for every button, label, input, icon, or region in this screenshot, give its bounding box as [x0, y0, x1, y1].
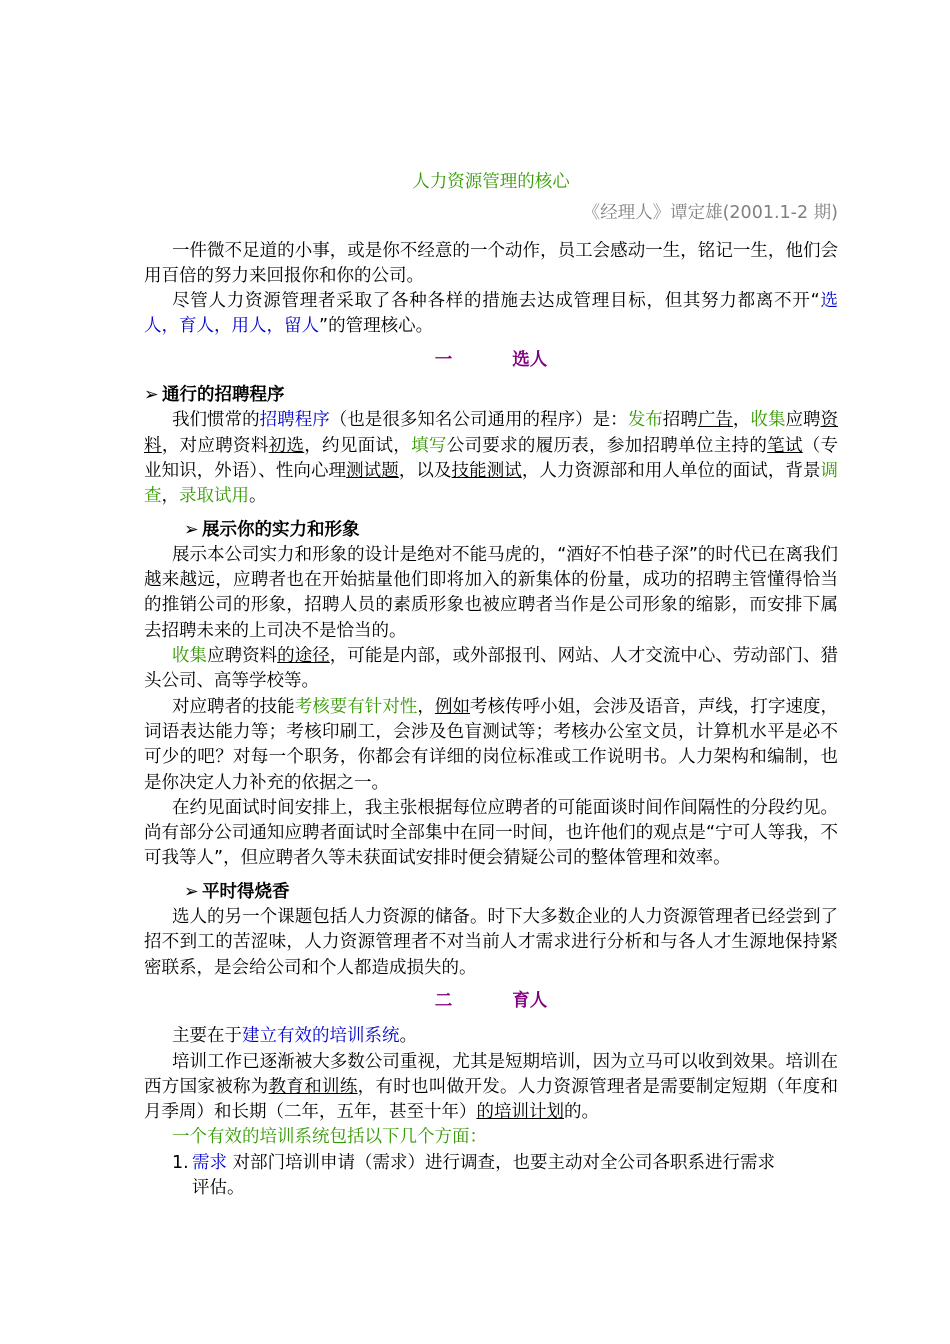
intro-paragraph-1: 一件微不足道的小事，或是你不经意的一个动作，员工会感动一生，铭记一生，他们会用百倍的努力来回报你和你的公司。 — [144, 240, 838, 286]
text-run: ， — [732, 410, 751, 431]
subheading-burn-incense — [184, 880, 838, 905]
text-run: ， — [417, 696, 435, 717]
section-2-number: 二 — [434, 990, 453, 1011]
strength-paragraph-4: 在约见面试时间安排上，我主张根据每位应聘者的可能面谈时间作间隔性的分段约见。尚有部分公司通知应聘者面试时全部集中在同一时间，也许他们的观点是“宁可人等我，不可我等人”，但应聘者久等未获面试安排时便会猜疑公司的整体管理和效率。 — [144, 797, 838, 869]
skill-test-term: 技能测试 — [451, 460, 522, 481]
targeted-assessment-term: 考核要有针对性 — [294, 696, 418, 717]
hire-trial-term: 录取试用 — [179, 486, 249, 507]
text-run: 主要在于 — [172, 1026, 242, 1047]
training-paragraph-3: 一个有效的培训系统包括以下几个方面： — [172, 1127, 487, 1148]
text-run: 。 — [249, 486, 267, 507]
text-run: ，对应聘资料 — [161, 435, 269, 456]
text-run: （也是很多知名公司通用的程序）是： — [329, 410, 628, 431]
materials-term: 资料 — [144, 410, 839, 456]
text-run-serif: 成功的招聘主管懂得恰当的推销公司的形象，招聘人员的素质形象也被应聘者当作是公司形象的缩影， — [144, 570, 839, 616]
strength-paragraph-3 — [144, 695, 838, 796]
section-2-name: 育人 — [512, 990, 548, 1011]
text-run: ， — [161, 486, 179, 507]
fill-in-term: 填写 — [411, 435, 447, 456]
ad-term: 广告 — [697, 410, 733, 431]
text-run: （二年，五年，甚至十年） — [266, 1102, 477, 1123]
collect-term: 收集 — [172, 646, 208, 667]
text-run: 的。 — [564, 1102, 599, 1123]
text-run: ，以及 — [398, 460, 452, 481]
section-1-name: 选人 — [512, 349, 548, 370]
text-run: ，可能是内部，或外部报刊、网站、人才交流中心、劳动部门、猎头公司、高等学校等。 — [144, 646, 839, 692]
text-run: 展示本公司实力和形象的设计是绝对不能马虎的，“酒好不怕巷子深”的时代已在离我们越来越远，应聘者也在开始掂量他们即将加入的新集体的份量， — [144, 544, 838, 591]
long-term-term: 长期 — [231, 1102, 267, 1123]
training-system-term: 建立有效的培训系统 — [242, 1026, 400, 1047]
intro-paragraph-2 — [144, 289, 838, 340]
text-run: ，也要主动对全公司各职系进行需求 — [495, 1152, 776, 1173]
document-page — [144, 170, 838, 1201]
intro-p2-text-a: 尽管人力资源管理者采取了各种各样的措施去达成管理目标，但其努力都离不开“ — [172, 291, 820, 312]
text-run: 对部门培训申请（需求）进行 — [227, 1152, 461, 1173]
text-run: 而安排下属去招聘未来的上司决不是恰当的。 — [144, 595, 839, 641]
subheading-show-strength — [184, 518, 838, 543]
text-run: 培训工作已逐渐被大多数公司重视，尤其是短期培训，因为立马可以收到效果。培训在西方国家被称为 — [144, 1051, 838, 1097]
document-byline: 《经理人》谭定雄(2001.1-2 期) — [582, 203, 838, 224]
text-run: 应聘资料 — [207, 646, 278, 667]
subheading-text: 平时得烧香 — [202, 881, 290, 902]
subheading-recruitment-process — [144, 383, 838, 408]
text-run: 招聘 — [662, 410, 698, 431]
text-run: 我们惯常的 — [172, 410, 260, 431]
text-run: ，约见面试， — [304, 435, 412, 456]
channel-term: 的途径 — [277, 646, 330, 667]
example-term: 例如 — [434, 696, 470, 717]
training-paragraph-2 — [144, 1050, 838, 1126]
document-title: 人力资源管理的核心 — [412, 172, 570, 192]
written-test-term: 笔试 — [767, 435, 803, 456]
arrow-bullet-icon: ➢ — [184, 881, 199, 902]
investigation-term: 调查 — [144, 460, 839, 507]
reserve-paragraph: 选人的另一个课题包括人力资源的储备。时下大多数企业的人力资源管理者已经尝到了招不到工的苦涩味，人力资源管理者不对当前人才需求进行分析和与各人才生源地保持紧密联系，是会给公司和个人都造成损失的。 — [144, 907, 838, 978]
text-run: 应聘 — [785, 410, 821, 431]
text-run: ，有时也叫做开发。人力资源管理者是需要制定 — [357, 1076, 732, 1097]
text-run: 。 — [227, 1177, 245, 1198]
screening-term: 初选 — [268, 435, 305, 456]
list-item-1 — [172, 1151, 838, 1202]
arrow-bullet-icon: ➢ — [144, 385, 159, 406]
text-run: 公司要求的履历表，参加招聘单位主持的 — [446, 435, 768, 456]
education-training-term: 教育和训练 — [268, 1076, 358, 1097]
recruitment-program-term: 招聘程序 — [259, 410, 330, 431]
text-run: 对应聘者的技能 — [172, 696, 295, 717]
text-run: 考核传呼小姐，会涉及语音，声线，打字速度，词语表达能力等；考核印刷工，会涉及色盲测试等；考核办公室文员，计算机水平是必不可少的吧？对每一个职务，你都会有详细的岗位标准或工作说明书。人力架构和编制，也是你决定人力补充的依据之一。 — [144, 696, 839, 793]
short-term-term: 短期 — [731, 1076, 768, 1097]
section-1-heading — [144, 348, 838, 373]
training-plan-term: 的培训计划 — [476, 1102, 564, 1123]
section-2-heading — [144, 989, 838, 1014]
recruitment-process-paragraph — [144, 408, 838, 509]
strength-paragraph-2 — [144, 644, 838, 695]
training-paragraph-1 — [144, 1024, 838, 1049]
text-run: （年度和月季周）和 — [144, 1076, 839, 1123]
collect-term: 收集 — [750, 410, 786, 431]
list-number: 1. — [172, 1152, 189, 1173]
text-run: ，人力资源部和用人单位的面试，背景 — [521, 460, 821, 481]
text-run: 。 — [399, 1026, 417, 1047]
publish-term: 发布 — [627, 410, 663, 431]
subheading-text: 通行的招聘程序 — [162, 385, 285, 406]
subheading-text: 展示你的实力和形象 — [202, 519, 360, 540]
test-questions-term: 测试题 — [346, 460, 399, 481]
text-run: （专业知识，外语）、性向心理 — [144, 435, 839, 481]
core-principles-highlight: 选人，育人，用人，留人 — [144, 291, 838, 337]
evaluation-term: 评估 — [192, 1177, 227, 1198]
intro-p2-text-c: ”的管理核心。 — [319, 316, 434, 337]
demand-term: 需求 — [192, 1152, 227, 1173]
section-1-number: 一 — [434, 349, 453, 370]
strength-paragraph-1 — [144, 543, 838, 644]
arrow-bullet-icon: ➢ — [184, 519, 199, 540]
investigation-term: 调查 — [460, 1152, 496, 1173]
